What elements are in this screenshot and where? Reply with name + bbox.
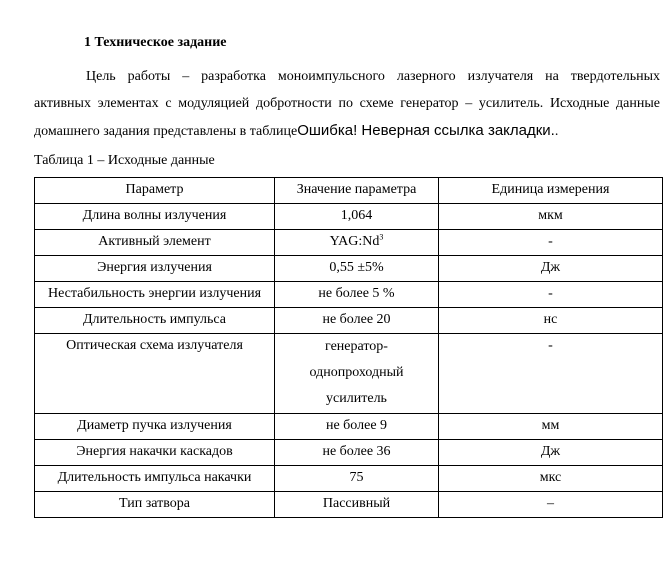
unit-cell: Дж xyxy=(439,440,663,466)
value-line: генератор- xyxy=(325,339,388,354)
paragraph-text: домашнего задания представлены в таблице xyxy=(34,124,298,139)
table-row xyxy=(35,204,663,230)
unit-cell: - xyxy=(439,282,663,308)
parameter-cell: Длина волны излучения xyxy=(35,204,275,230)
paragraph-line: Цель работы – разработка моноимпульсного лазерного излучателя на твердотельных xyxy=(86,69,660,84)
broken-bookmark-reference: Ошибка! Неверная ссылка закладки. xyxy=(297,122,555,139)
value-line: усилитель xyxy=(326,391,387,406)
unit-cell: мкм xyxy=(439,204,663,230)
unit-cell: Дж xyxy=(439,256,663,282)
parameter-cell: Энергия накачки каскадов xyxy=(35,440,275,466)
value-superscript: 3 xyxy=(379,232,384,242)
unit-cell: мм xyxy=(439,414,663,440)
column-header-unit: Единица измерения xyxy=(439,178,663,204)
parameter-cell: Длительность импульса xyxy=(35,308,275,334)
table-row xyxy=(35,440,663,466)
unit-cell: нс xyxy=(439,308,663,334)
value-cell: не более 36 xyxy=(275,440,439,466)
value-cell: 1,064 xyxy=(275,204,439,230)
table-caption: Таблица 1 – Исходные данные xyxy=(34,153,215,168)
table-header-row xyxy=(35,178,663,204)
value-line: однопроходный xyxy=(309,365,404,380)
value-cell xyxy=(275,334,439,414)
table-row xyxy=(35,308,663,334)
table-row xyxy=(35,282,663,308)
parameter-cell: Оптическая схема излучателя xyxy=(35,334,275,414)
table-row xyxy=(35,414,663,440)
paragraph-line xyxy=(34,117,660,145)
unit-cell: - xyxy=(439,334,663,414)
unit-cell: мкс xyxy=(439,466,663,492)
table-row xyxy=(35,334,663,414)
value-cell: не более 20 xyxy=(275,308,439,334)
value-cell: не более 5 % xyxy=(275,282,439,308)
value-cell: 0,55 ±5% xyxy=(275,256,439,282)
intro-paragraph xyxy=(34,63,660,145)
value-cell: не более 9 xyxy=(275,414,439,440)
parameter-cell: Активный элемент xyxy=(35,230,275,256)
table-row xyxy=(35,492,663,518)
parameter-cell: Нестабильность энергии излучения xyxy=(35,282,275,308)
parameter-cell: Диаметр пучка излучения xyxy=(35,414,275,440)
unit-cell: – xyxy=(439,492,663,518)
value-text: YAG:Nd xyxy=(329,234,380,249)
table-row xyxy=(35,230,663,256)
table-row xyxy=(35,466,663,492)
parameter-cell: Энергия излучения xyxy=(35,256,275,282)
parameter-cell: Длительность импульса накачки xyxy=(35,466,275,492)
value-cell: Пассивный xyxy=(275,492,439,518)
paragraph-line: активных элементах с модуляцией добротности по схеме генератор – усилитель. Исходные данные xyxy=(34,96,660,111)
column-header-parameter: Параметр xyxy=(35,178,275,204)
paragraph-end: . xyxy=(554,124,559,139)
section-heading: 1 Техническое задание xyxy=(84,35,227,50)
column-header-value: Значение параметра xyxy=(275,178,439,204)
value-cell xyxy=(275,230,439,256)
parameter-cell: Тип затвора xyxy=(35,492,275,518)
value-cell: 75 xyxy=(275,466,439,492)
source-data-table xyxy=(34,177,663,518)
unit-cell: - xyxy=(439,230,663,256)
table-row xyxy=(35,256,663,282)
